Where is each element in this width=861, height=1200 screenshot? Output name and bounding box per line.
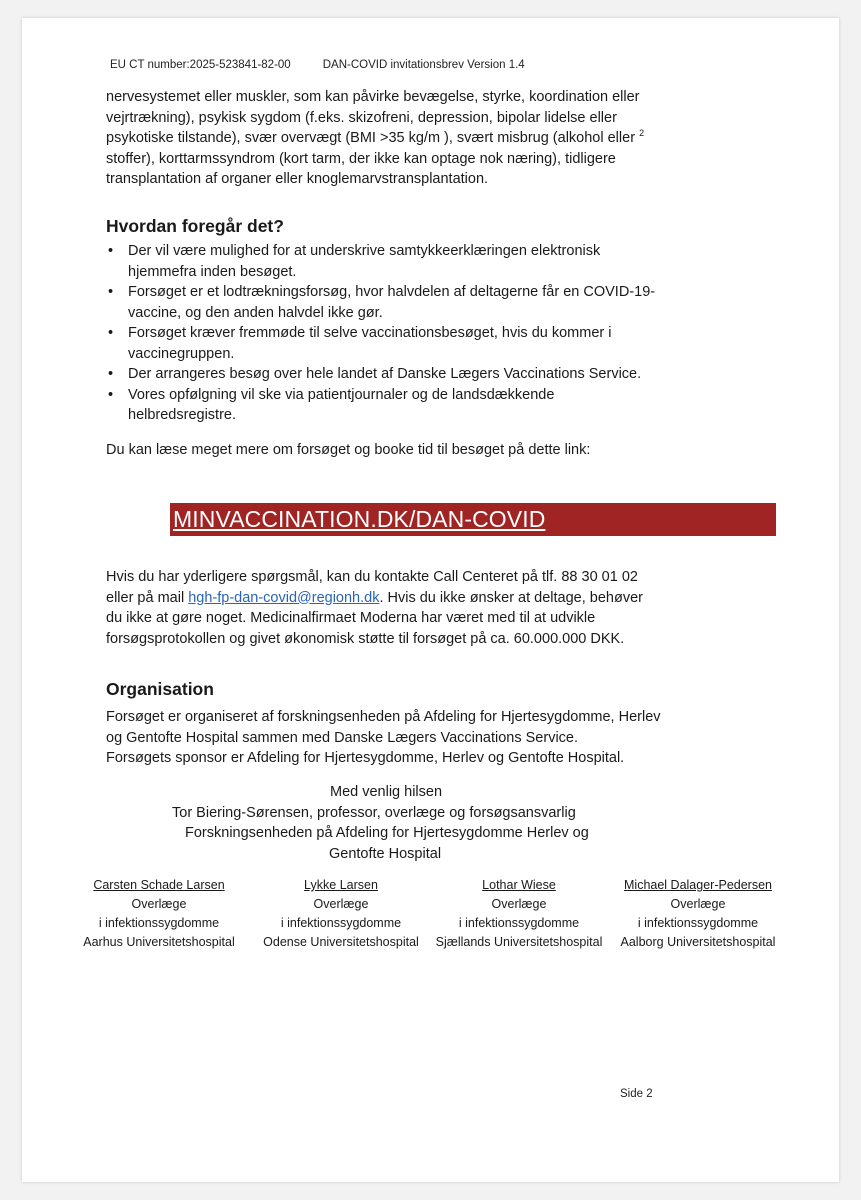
footnote-marker: 2 [639, 128, 645, 139]
list-item: • Der arrangeres besøg over hele landet af Danske Lægers Vaccinations Service. [106, 364, 666, 385]
document-page [22, 18, 839, 1182]
list-item: • Forsøget er et lodtrækningsforsøg, hvor halvdelen af deltagerne får en COVID-19- vaccine, og den anden halvdel ikke gør. [108, 284, 656, 321]
greeting: Med venlig hilsen [330, 784, 443, 800]
signatory-name: Lykke Larsen [304, 878, 378, 892]
organisation-heading: Organisation [106, 679, 214, 699]
intro-paragraph: nervesystemet eller muskler, som kan påvirke bevægelse, styrke, koordination eller vejrtrækning), psykisk sygdom (f.eks. skizofreni, depression, bipolar lidelse eller psykotiske tilstande), svær overvægt (BMI >35 kg/m ), svært misbrug (alkohol eller $^2$ stoffer), korttarmssyndrom (kort tarm, der ikke kan optage nok næring), tidligere transplantation af organer eller knoglemarvstransplantation. [106, 89, 645, 187]
how-heading: Hvordan foregår det? [106, 216, 284, 236]
document-title: DAN-COVID invitationsbrev Version 1.4 [322, 59, 525, 71]
email-link[interactable]: hgh-fp-dan-covid@regionh.dk [188, 589, 380, 606]
signer-unit: Forskningsenheden på Afdeling for Hjertesygdomme Herlev og [185, 825, 589, 841]
signatory-name: Michael Dalager-Pedersen [624, 878, 772, 892]
signatory-block: Lykke Larsen Overlæge i infektionssygdomme Odense Universitetshospital [246, 876, 436, 952]
bullet-icon: • [108, 325, 114, 341]
signatory-block: Lothar Wiese Overlæge i infektionssygdomme Sjællands Universitetshospital [424, 876, 614, 952]
signatory-block: Michael Dalager-Pedersen Overlæge i infektionssygdomme Aalborg Universitetshospital [603, 876, 793, 952]
more-info-text: Du kan læse meget mere om forsøget og booke tid til besøget på dette link: [106, 442, 591, 458]
page-number: Side 2 [620, 1088, 653, 1100]
list-item: • Forsøget kræver fremmøde til selve vaccinationsbesøget, hvis du kommer i vaccinegruppen. [108, 325, 612, 362]
bullet-icon: • [108, 284, 114, 300]
signer-hospital: Gentofte Hospital [329, 845, 442, 862]
vaccination-link-banner[interactable] [170, 503, 776, 536]
vaccination-link[interactable]: MINVACCINATION.DK/DAN-COVID [173, 506, 546, 532]
signatory-block: Carsten Schade Larsen Overlæge i infektionssygdomme Aarhus Universitetshospital [64, 876, 254, 952]
ct-number: EU CT number:2025-523841-82-00 [110, 59, 291, 71]
signatory-name: Lothar Wiese [482, 878, 556, 892]
bullet-icon: • [108, 243, 114, 259]
bullet-icon: • [108, 366, 114, 382]
organisation-paragraph: Forsøget er organiseret af forskningsenheden på Afdeling for Hjertesygdomme, Herlev og Gentofte Hospital sammen med Danske Lægers Vaccinations Service. Forsøgets sponsor er Afdeling for Hjertesygdomme, Herlev og Gentofte Hospital. [106, 709, 661, 766]
signatory-name: Carsten Schade Larsen [93, 878, 225, 892]
closing-regards [172, 782, 592, 864]
how-bullet-list [106, 241, 666, 426]
list-item: • Der vil være mulighed for at underskrive samtykkeerklæringen elektronisk hjemmefra inden besøget. [108, 243, 601, 280]
list-item: • Vores opfølgning vil ske via patientjournaler og de landsdækkende helbredsregistre. [108, 386, 555, 423]
signer-name: Tor Biering-Sørensen, professor, overlæge og forsøgsansvarlig [172, 804, 576, 821]
page-header [110, 59, 525, 71]
contact-paragraph: Hvis du har yderligere spørgsmål, kan du kontakte Call Centeret på tlf. 88 30 01 02 eller på mail hgh-fp-dan-covid@regionh.dk. Hvis du ikke ønsker at deltage, behøver du ikke at gøre noget. Medicinalfirmaet Moderna har været med til at udvikle forsøgsprotokollen og givet økonomisk støtte til forsøget på ca. 60.000.000 DKK. [106, 569, 643, 647]
bullet-icon: • [108, 386, 114, 403]
